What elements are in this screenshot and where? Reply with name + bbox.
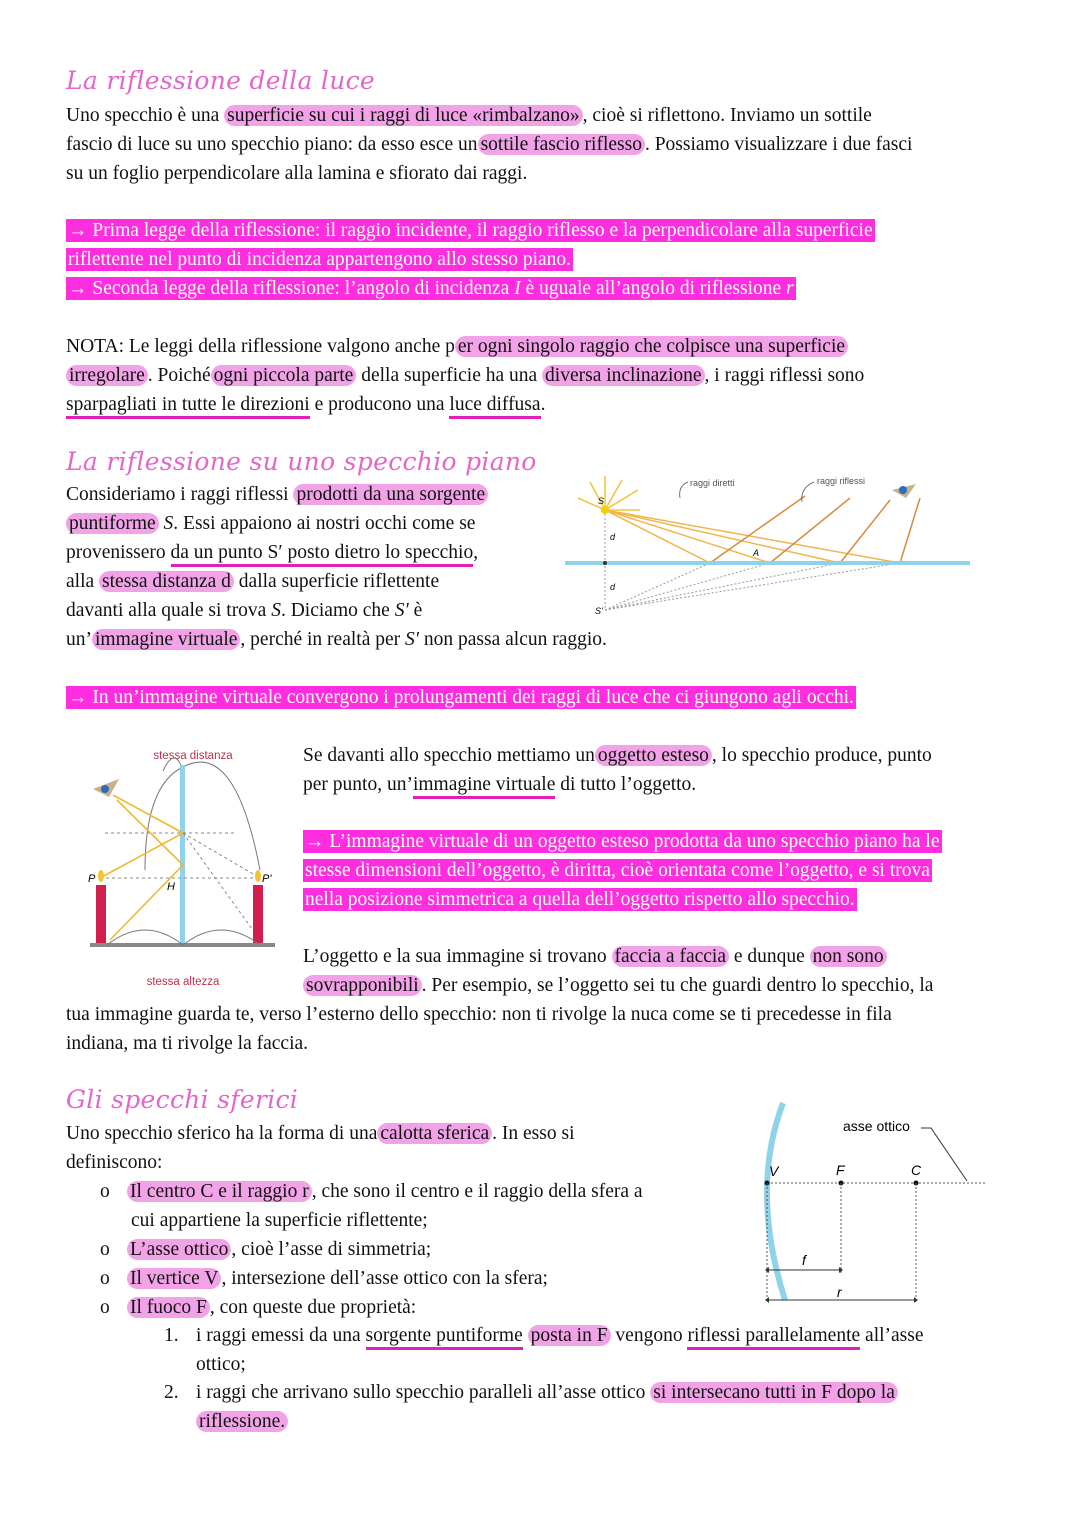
numbered-1 — [196, 1321, 924, 1379]
paragraph-face-to-face — [303, 942, 933, 1000]
section-title-reflection: La riflessione della luce — [66, 66, 376, 95]
text: Uno specchio sferico ha la forma di una — [66, 1123, 378, 1144]
underline: immagine virtuale — [413, 774, 555, 799]
highlight: irregolare — [66, 365, 148, 386]
text: i raggi emessi da una — [196, 1325, 366, 1346]
symbol-i: I — [514, 278, 521, 299]
highlight: calotta sferica — [377, 1123, 492, 1144]
paragraph-face-to-face-cont — [66, 1000, 892, 1058]
text: e producono una — [309, 394, 450, 415]
text: , lo specchio produce, punto — [711, 745, 932, 766]
figure-spherical-mirror — [745, 1095, 995, 1310]
symbol-r: r — [786, 278, 794, 299]
symbol-s: S — [158, 513, 174, 534]
source-rays — [578, 476, 640, 510]
arc-right — [183, 762, 260, 870]
highlight: non sono — [810, 946, 887, 967]
bullet-4-marker: o — [100, 1297, 110, 1318]
highlight: superficie su cui i raggi di luce «rimbalzano» — [224, 105, 583, 126]
text: su un foglio perpendicolare alla lamina e sfiorato dai raggi. — [66, 163, 528, 184]
text: . — [540, 394, 546, 415]
text: L’oggetto e la sua immagine si trovano — [303, 946, 612, 967]
text: fascio di luce su uno specchio piano: da esso esce un — [66, 134, 478, 155]
paragraph-intro — [66, 101, 912, 188]
highlight: posta in F — [528, 1325, 611, 1346]
underline: da un punto S′ posto dietro lo specchio — [171, 542, 474, 567]
text: NOTA: Le leggi della riflessione valgono anche p — [66, 336, 455, 357]
label-reflected-rays: raggi riflessi — [817, 476, 866, 486]
paragraph-spherical — [66, 1119, 575, 1177]
highlight: Il fuoco F — [127, 1297, 210, 1318]
rule-line-1: → L’immagine virtuale di un oggetto esteso prodotta da uno specchio piano ha le — [305, 831, 940, 852]
label-focal: f — [802, 1252, 806, 1268]
bullet-2-marker: o — [100, 1239, 110, 1260]
mirror-surface — [565, 561, 970, 565]
text: , cioè si riflettono. Inviamo un sottile — [582, 105, 872, 126]
label-optical-axis: asse ottico — [843, 1118, 910, 1134]
highlight: stessa distanza d — [99, 571, 234, 592]
label-a: A — [753, 548, 760, 558]
underline: sorgente puntiforme — [366, 1325, 523, 1350]
reflected-rays — [710, 496, 920, 563]
candle-object — [96, 885, 106, 943]
numbered-1-marker: 1. — [164, 1325, 179, 1346]
ray-lines — [100, 795, 183, 940]
underline: riflessi parallelamente — [687, 1325, 860, 1350]
bullet-1-marker: o — [100, 1181, 110, 1202]
text: all’asse — [860, 1325, 924, 1346]
highlight: sovrapponibili — [303, 975, 422, 996]
label-direct-rays: raggi diretti — [690, 478, 735, 488]
numbered-2 — [196, 1378, 898, 1436]
label-v: V — [769, 1163, 779, 1179]
highlight: er ogni singolo raggio che colpisce una superficie — [455, 336, 848, 357]
text: definiscono: — [66, 1152, 163, 1173]
underline: luce diffusa — [449, 394, 540, 419]
text: Consideriamo i raggi riflessi — [66, 484, 294, 505]
text: e dunque — [728, 946, 810, 967]
text: . Per esempio, se l’oggetto sei tu che guardi dentro lo specchio, la — [421, 975, 934, 996]
flame-object — [98, 870, 104, 882]
first-law-line-2: riflettente nel punto di incidenza appartengono allo stesso piano. — [68, 249, 572, 270]
rule-line-2: stesse dimensioni dell’oggetto, è diritta, cioè orientata come l’oggetto, e si trova — [305, 860, 930, 881]
text: della superficie ha una — [356, 365, 543, 386]
text: i raggi che arrivano sullo specchio paralleli all’asse ottico — [196, 1382, 651, 1403]
virtual-image-rule — [66, 683, 856, 712]
pointer-reflected — [802, 482, 814, 502]
text: , i raggi riflessi sono — [704, 365, 865, 386]
symbol-s-prime: S′ — [405, 629, 420, 650]
source-point — [601, 506, 609, 514]
label-s: S — [598, 496, 605, 506]
label-d-top: d — [610, 532, 616, 542]
text: provenissero — [66, 542, 171, 563]
highlight: ogni piccola parte — [211, 365, 357, 386]
label-p: P — [88, 873, 96, 885]
text: . Possiamo visualizzare i due fasci — [644, 134, 913, 155]
text: Uno specchio è una — [66, 105, 225, 126]
text: tua immagine guarda te, verso l’esterno dello specchio: non ti rivolge la nuca come se ti precedesse in fila — [66, 1004, 892, 1025]
eye-icon — [93, 779, 119, 797]
highlight: L’asse ottico — [127, 1239, 231, 1260]
text: cui appartiene la superficie riflettente; — [131, 1210, 428, 1231]
paragraph-extended-object — [303, 741, 932, 799]
text: vengono — [610, 1325, 688, 1346]
bullet-2 — [127, 1235, 431, 1264]
rule-text: → In un’immagine virtuale convergono i prolungamenti dei raggi di luce che ci giungono agli occhi. — [68, 687, 854, 708]
pointer-direct — [680, 482, 688, 498]
highlight: puntiforme — [66, 513, 159, 534]
text: un’ — [66, 629, 92, 650]
text: di tutto l’oggetto. — [555, 774, 697, 795]
highlight: si intersecano tutti in F dopo la — [650, 1382, 898, 1403]
eye-icon — [892, 484, 916, 498]
text: . Essi appaiono ai nostri occhi come se — [173, 513, 476, 534]
text: , intersezione dell’asse ottico con la sfera; — [221, 1268, 548, 1289]
paragraph-plane-mirror — [66, 480, 607, 654]
symbol-s-prime: S′ — [394, 600, 409, 621]
arc-inner — [145, 767, 183, 870]
flame-image — [255, 870, 261, 882]
highlight: sottile fascio riflesso — [478, 134, 645, 155]
label-s-prime: S' — [595, 606, 603, 616]
candle-image — [253, 885, 263, 943]
bullet-3-marker: o — [100, 1268, 110, 1289]
rule-line-3: nella posizione simmetrica a quella dell’oggetto rispetto allo specchio. — [305, 889, 855, 910]
text: non passa alcun raggio. — [419, 629, 607, 650]
symbol-s: S — [271, 600, 281, 621]
label-p-prime: P' — [262, 873, 272, 885]
bullet-4 — [127, 1293, 416, 1322]
highlight: Il centro C e il raggio r — [127, 1181, 312, 1202]
bullet-1 — [127, 1177, 643, 1235]
label-same-height: stessa altezza — [146, 976, 220, 988]
label-f: F — [836, 1162, 845, 1178]
text: indiana, ma ti rivolge la faccia. — [66, 1033, 309, 1054]
highlight: prodotti da una sorgente — [293, 484, 488, 505]
text: , con queste due proprietà: — [209, 1297, 417, 1318]
text: ottico; — [196, 1354, 246, 1375]
highlight: immagine virtuale — [92, 629, 240, 650]
text: . In esso si — [492, 1123, 575, 1144]
highlight: riflessione. — [196, 1411, 288, 1432]
text: , perché in realtà per — [240, 629, 405, 650]
text: alla — [66, 571, 100, 592]
text: è uguale all’angolo di riflessione — [520, 278, 787, 299]
text: , cioè l’asse di simmetria; — [231, 1239, 432, 1260]
section-title-spherical: Gli specchi sferici — [66, 1085, 299, 1114]
text: Se davanti allo specchio mettiamo un — [303, 745, 595, 766]
highlight: Il vertice V — [127, 1268, 221, 1289]
text: . Poiché — [147, 365, 211, 386]
figure-extended-object — [85, 745, 285, 990]
text: , — [473, 542, 479, 563]
foot-point — [603, 561, 607, 565]
underline: sparpagliati in tutte le direzioni — [66, 394, 310, 419]
axis-pointer — [921, 1128, 967, 1181]
figure-plane-mirror-rays — [560, 468, 980, 618]
text: per punto, un’ — [303, 774, 413, 795]
extended-object-rule — [303, 827, 942, 914]
label-d-bottom: d — [610, 582, 616, 592]
label-c: C — [911, 1162, 922, 1178]
label-radius: r — [837, 1284, 842, 1300]
text: → Seconda legge della riflessione: l’angolo di incidenza — [68, 278, 515, 299]
highlight: oggetto esteso — [595, 745, 712, 766]
law-block — [66, 216, 875, 303]
text: davanti alla quale si trova — [66, 600, 272, 621]
text: è — [408, 600, 423, 621]
label-h: H — [167, 881, 175, 893]
highlight: faccia a faccia — [612, 946, 729, 967]
text: , che sono il centro e il raggio della sfera a — [311, 1181, 643, 1202]
text: . Diciamo che — [280, 600, 395, 621]
mirror-vertical — [180, 765, 185, 945]
label-same-distance: stessa distanza — [153, 750, 233, 762]
paragraph-nota — [66, 332, 864, 419]
second-law — [66, 277, 796, 300]
bullet-3 — [127, 1264, 548, 1293]
highlight: diversa inclinazione — [542, 365, 704, 386]
text: dalla superficie riflettente — [233, 571, 440, 592]
section-title-plane-mirror: La riflessione su uno specchio piano — [66, 447, 537, 476]
first-law-line-1: → Prima legge della riflessione: il raggio incidente, il raggio riflesso e la perpendicolare alla superficie — [68, 220, 873, 241]
numbered-2-marker: 2. — [164, 1382, 179, 1403]
